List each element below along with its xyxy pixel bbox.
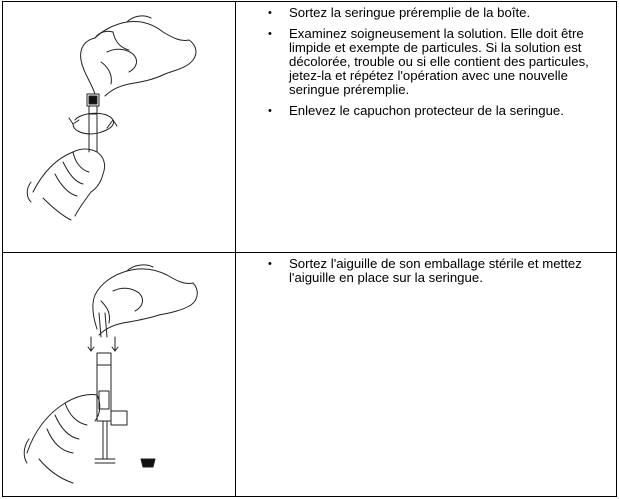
hand-attaching-needle-illustration	[3, 253, 235, 495]
illustration-cell	[3, 253, 236, 496]
step-item	[260, 6, 608, 20]
step-list	[260, 6, 608, 118]
bullet-icon: •	[268, 7, 272, 19]
bullet-icon: •	[268, 258, 272, 270]
step-item	[260, 104, 608, 118]
instruction-row	[3, 253, 616, 496]
step-item	[260, 257, 608, 285]
instruction-table	[2, 1, 617, 497]
step-text: Sortez la seringue préremplie de la boîte.	[289, 5, 531, 20]
step-item	[260, 27, 608, 97]
step-list	[260, 257, 608, 285]
illustration-cell	[3, 2, 236, 252]
instruction-row	[3, 2, 616, 253]
step-text: Examinez soigneusement la solution. Elle doit être limpide et exempte de particules. Si la solution est décolorée, trouble ou si elle contient des particules, jetez-la et répétez l'opération avec une nouvelle seringue préremplie.	[289, 26, 589, 97]
step-text: Sortez l'aiguille de son emballage stérile et mettez l'aiguille en place sur la seringue.	[289, 256, 582, 285]
instruction-text-cell	[236, 253, 616, 496]
step-text: Enlevez le capuchon protecteur de la seringue.	[289, 103, 564, 118]
hand-removing-syringe-cap-illustration	[3, 2, 235, 252]
bullet-icon: •	[268, 105, 272, 117]
instruction-text-cell	[236, 2, 616, 252]
bullet-icon: •	[268, 28, 272, 40]
